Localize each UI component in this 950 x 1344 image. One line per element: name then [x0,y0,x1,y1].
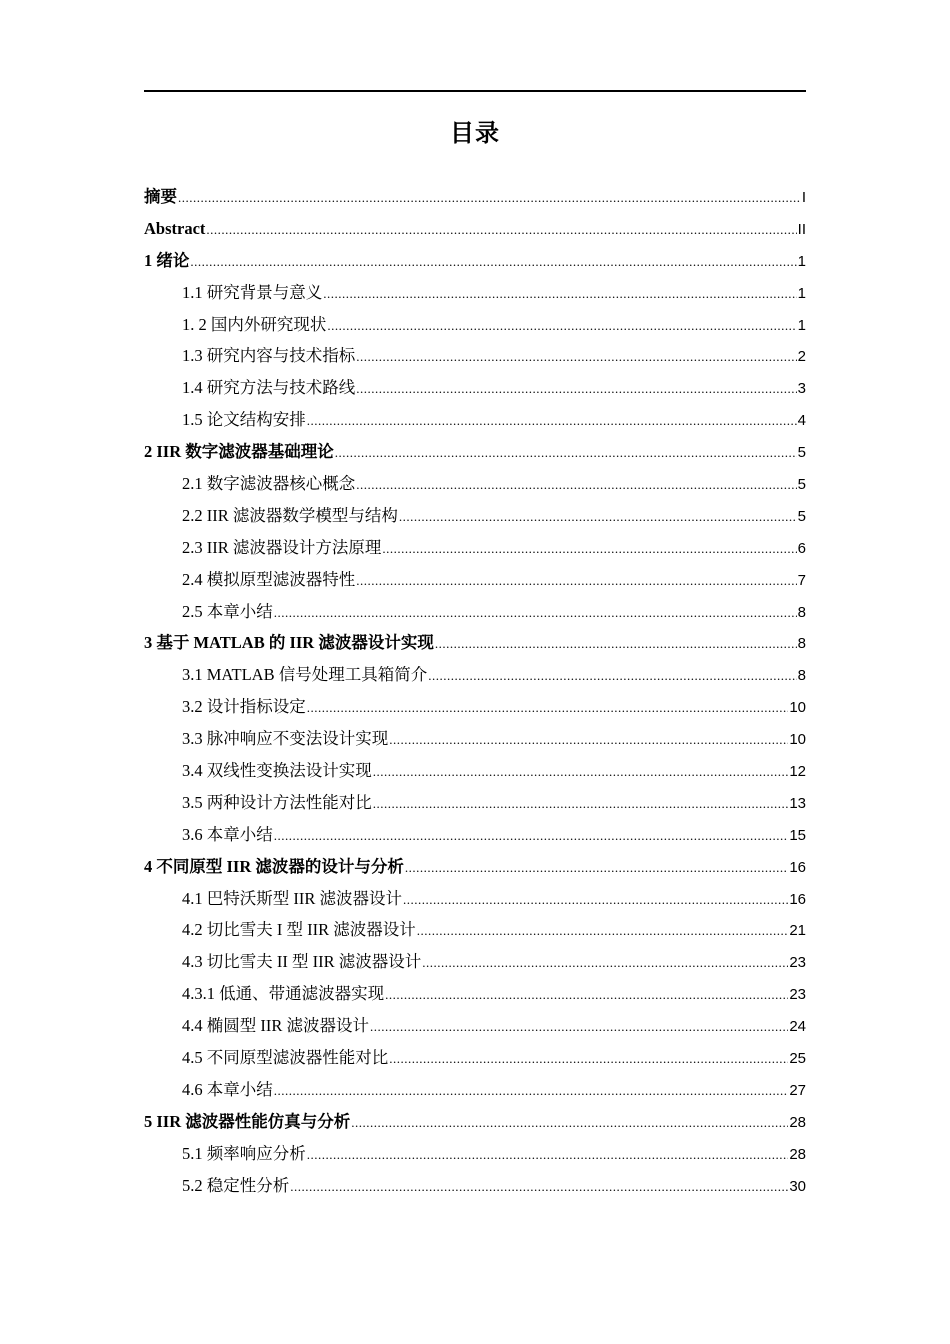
toc-entry-page-number: 1 [797,252,806,270]
toc-entry-page-number: 1 [797,284,806,302]
toc-entry[interactable] [144,277,806,309]
toc-entry-label: 3.4 双线性变换法设计实现 [182,761,372,781]
toc-entry-label: 2.4 模拟原型滤波器特性 [182,569,356,589]
toc-entry-label: 4.6 本章小结 [182,1079,273,1099]
toc-entry-page-number: 28 [789,1145,806,1163]
toc-dot-leader [373,788,789,820]
toc-dot-leader [422,947,788,979]
toc-entry[interactable] [144,755,806,787]
toc-entry-label: 2.5 本章小结 [182,601,273,621]
toc-entry[interactable] [144,245,806,277]
toc-entry[interactable] [144,596,806,628]
toc-entry[interactable] [144,1106,806,1138]
toc-dot-leader [389,724,788,756]
toc-dot-leader [382,533,796,565]
toc-entry-label: 3.3 脉冲响应不变法设计实现 [182,729,389,749]
toc-entry[interactable] [144,1074,806,1106]
toc-entry[interactable] [144,691,806,723]
toc-entry-label: 3.6 本章小结 [182,824,273,844]
toc-dot-leader [389,1043,788,1075]
toc-entry[interactable] [144,946,806,978]
toc-entry-label: 2.1 数字滤波器核心概念 [182,474,356,494]
toc-entry[interactable] [144,340,806,372]
toc-entry-label: 1.4 研究方法与技术路线 [182,378,356,398]
toc-entry-label: 4.5 不同原型滤波器性能对比 [182,1048,389,1068]
toc-entry-page-number: 13 [789,794,806,812]
toc-entry-page-number: 16 [789,890,806,908]
toc-entry-page-number: 7 [797,571,806,589]
toc-entry-label: 4.4 椭圆型 IIR 滤波器设计 [182,1016,369,1036]
toc-entry-page-number: 5 [797,476,806,494]
toc-dot-leader [323,278,796,310]
toc-entry-label: 5 IIR 滤波器性能仿真与分析 [144,1111,351,1131]
toc-dot-leader [435,628,797,660]
toc-entry-page-number: 12 [789,763,806,781]
toc-dot-leader [356,469,796,501]
toc-entry[interactable] [144,851,806,883]
toc-entry-label: 3.5 两种设计方法性能对比 [182,792,372,812]
toc-entry-page-number: 10 [789,699,806,717]
toc-entry-label: 摘要 [144,187,177,206]
toc-dot-leader [327,310,796,342]
toc-entry-label: Abstract [144,218,206,238]
toc-entry-label: 1 绪论 [144,250,190,270]
toc-entry[interactable] [144,1170,806,1202]
toc-entry-label: 4.1 巴特沃斯型 IIR 滤波器设计 [182,888,402,908]
toc-entry[interactable] [144,659,806,691]
toc-entry[interactable] [144,787,806,819]
toc-entry[interactable] [144,819,806,851]
toc-entry[interactable] [144,978,806,1010]
toc-entry[interactable] [144,500,806,532]
toc-dot-leader [356,565,796,597]
toc-entry-label: 4 不同原型 IIR 滤波器的设计与分析 [144,856,404,876]
toc-entry-label: 3 基于 MATLAB 的 IIR 滤波器设计实现 [144,633,434,653]
toc-entry-page-number: 25 [789,1050,806,1068]
header-rule [144,90,806,92]
toc-dot-leader [178,182,801,214]
toc-entry-page-number: 21 [789,922,806,940]
toc-dot-leader [307,692,789,724]
toc-entry-page-number: I [801,189,806,206]
toc-dot-leader [373,756,789,788]
toc-entry[interactable] [144,1042,806,1074]
toc-dot-leader [190,246,796,278]
toc-entry-label: 5.1 频率响应分析 [182,1143,306,1163]
toc-entry[interactable] [144,914,806,946]
toc-dot-leader [403,884,788,916]
toc-entry[interactable] [144,436,806,468]
toc-entry-label: 4.3.1 低通、带通滤波器实现 [182,984,385,1004]
toc-dot-leader [307,1139,789,1171]
toc-entry-page-number: 27 [789,1081,806,1099]
table-of-contents [144,181,806,1202]
toc-entry-label: 2.2 IIR 滤波器数学模型与结构 [182,505,398,525]
toc-entry-page-number: 6 [797,539,806,557]
toc-entry-page-number: 2 [797,348,806,366]
toc-entry-label: 4.2 切比雪夫 I 型 IIR 滤波器设计 [182,920,416,940]
toc-entry-page-number: 30 [789,1177,806,1195]
toc-entry-page-number: II [797,220,806,238]
toc-entry[interactable] [144,309,806,341]
toc-dot-leader [356,341,796,373]
toc-entry-page-number: 23 [789,986,806,1004]
toc-dot-leader [428,660,796,692]
toc-dot-leader [356,373,796,405]
toc-entry-page-number: 5 [797,507,806,525]
toc-entry-label: 2 IIR 数字滤波器基础理论 [144,442,334,462]
toc-entry-label: 5.2 稳定性分析 [182,1175,290,1195]
toc-entry-page-number: 16 [789,858,806,876]
toc-dot-leader [274,597,797,629]
toc-dot-leader [385,979,788,1011]
toc-dot-leader [335,437,797,469]
toc-dot-leader [417,915,789,947]
toc-dot-leader [307,405,797,437]
toc-entry[interactable] [144,883,806,915]
toc-dot-leader [399,501,797,533]
toc-dot-leader [206,214,796,246]
toc-entry-label: 3.1 MATLAB 信号处理工具箱简介 [182,665,428,685]
toc-entry[interactable] [144,468,806,500]
toc-entry-label: 1.3 研究内容与技术指标 [182,346,356,366]
toc-entry-page-number: 1 [797,316,806,334]
toc-dot-leader [405,852,788,884]
toc-entry[interactable] [144,404,806,436]
toc-title: 目录 [450,119,500,147]
toc-entry-label: 1.1 研究背景与意义 [182,282,323,302]
toc-entry-page-number: 10 [789,731,806,749]
toc-entry[interactable] [144,532,806,564]
toc-entry-page-number: 24 [789,1018,806,1036]
toc-dot-leader [274,820,789,852]
toc-entry[interactable] [144,213,806,245]
toc-entry[interactable] [144,372,806,404]
toc-entry-page-number: 8 [797,635,806,653]
toc-dot-leader [274,1075,789,1107]
toc-dot-leader [290,1171,788,1203]
toc-dot-leader [370,1011,788,1043]
toc-entry-page-number: 4 [797,412,806,430]
toc-entry-page-number: 28 [789,1113,806,1131]
toc-entry-page-number: 5 [797,444,806,462]
toc-entry-page-number: 23 [789,954,806,972]
toc-dot-leader [351,1107,788,1139]
toc-entry-page-number: 3 [797,380,806,398]
toc-entry-label: 1.5 论文结构安排 [182,410,306,430]
toc-entry[interactable] [144,1138,806,1170]
toc-entry[interactable] [144,723,806,755]
toc-entry-label: 1. 2 国内外研究现状 [182,314,327,334]
toc-entry-label: 4.3 切比雪夫 II 型 IIR 滤波器设计 [182,952,422,972]
toc-entry[interactable] [144,564,806,596]
toc-entry[interactable] [144,181,806,213]
toc-entry[interactable] [144,1010,806,1042]
toc-entry-label: 2.3 IIR 滤波器设计方法原理 [182,537,382,557]
toc-entry-page-number: 15 [789,826,806,844]
toc-entry-page-number: 8 [797,667,806,685]
toc-entry-page-number: 8 [797,603,806,621]
toc-entry[interactable] [144,627,806,659]
toc-entry-label: 3.2 设计指标设定 [182,697,306,717]
